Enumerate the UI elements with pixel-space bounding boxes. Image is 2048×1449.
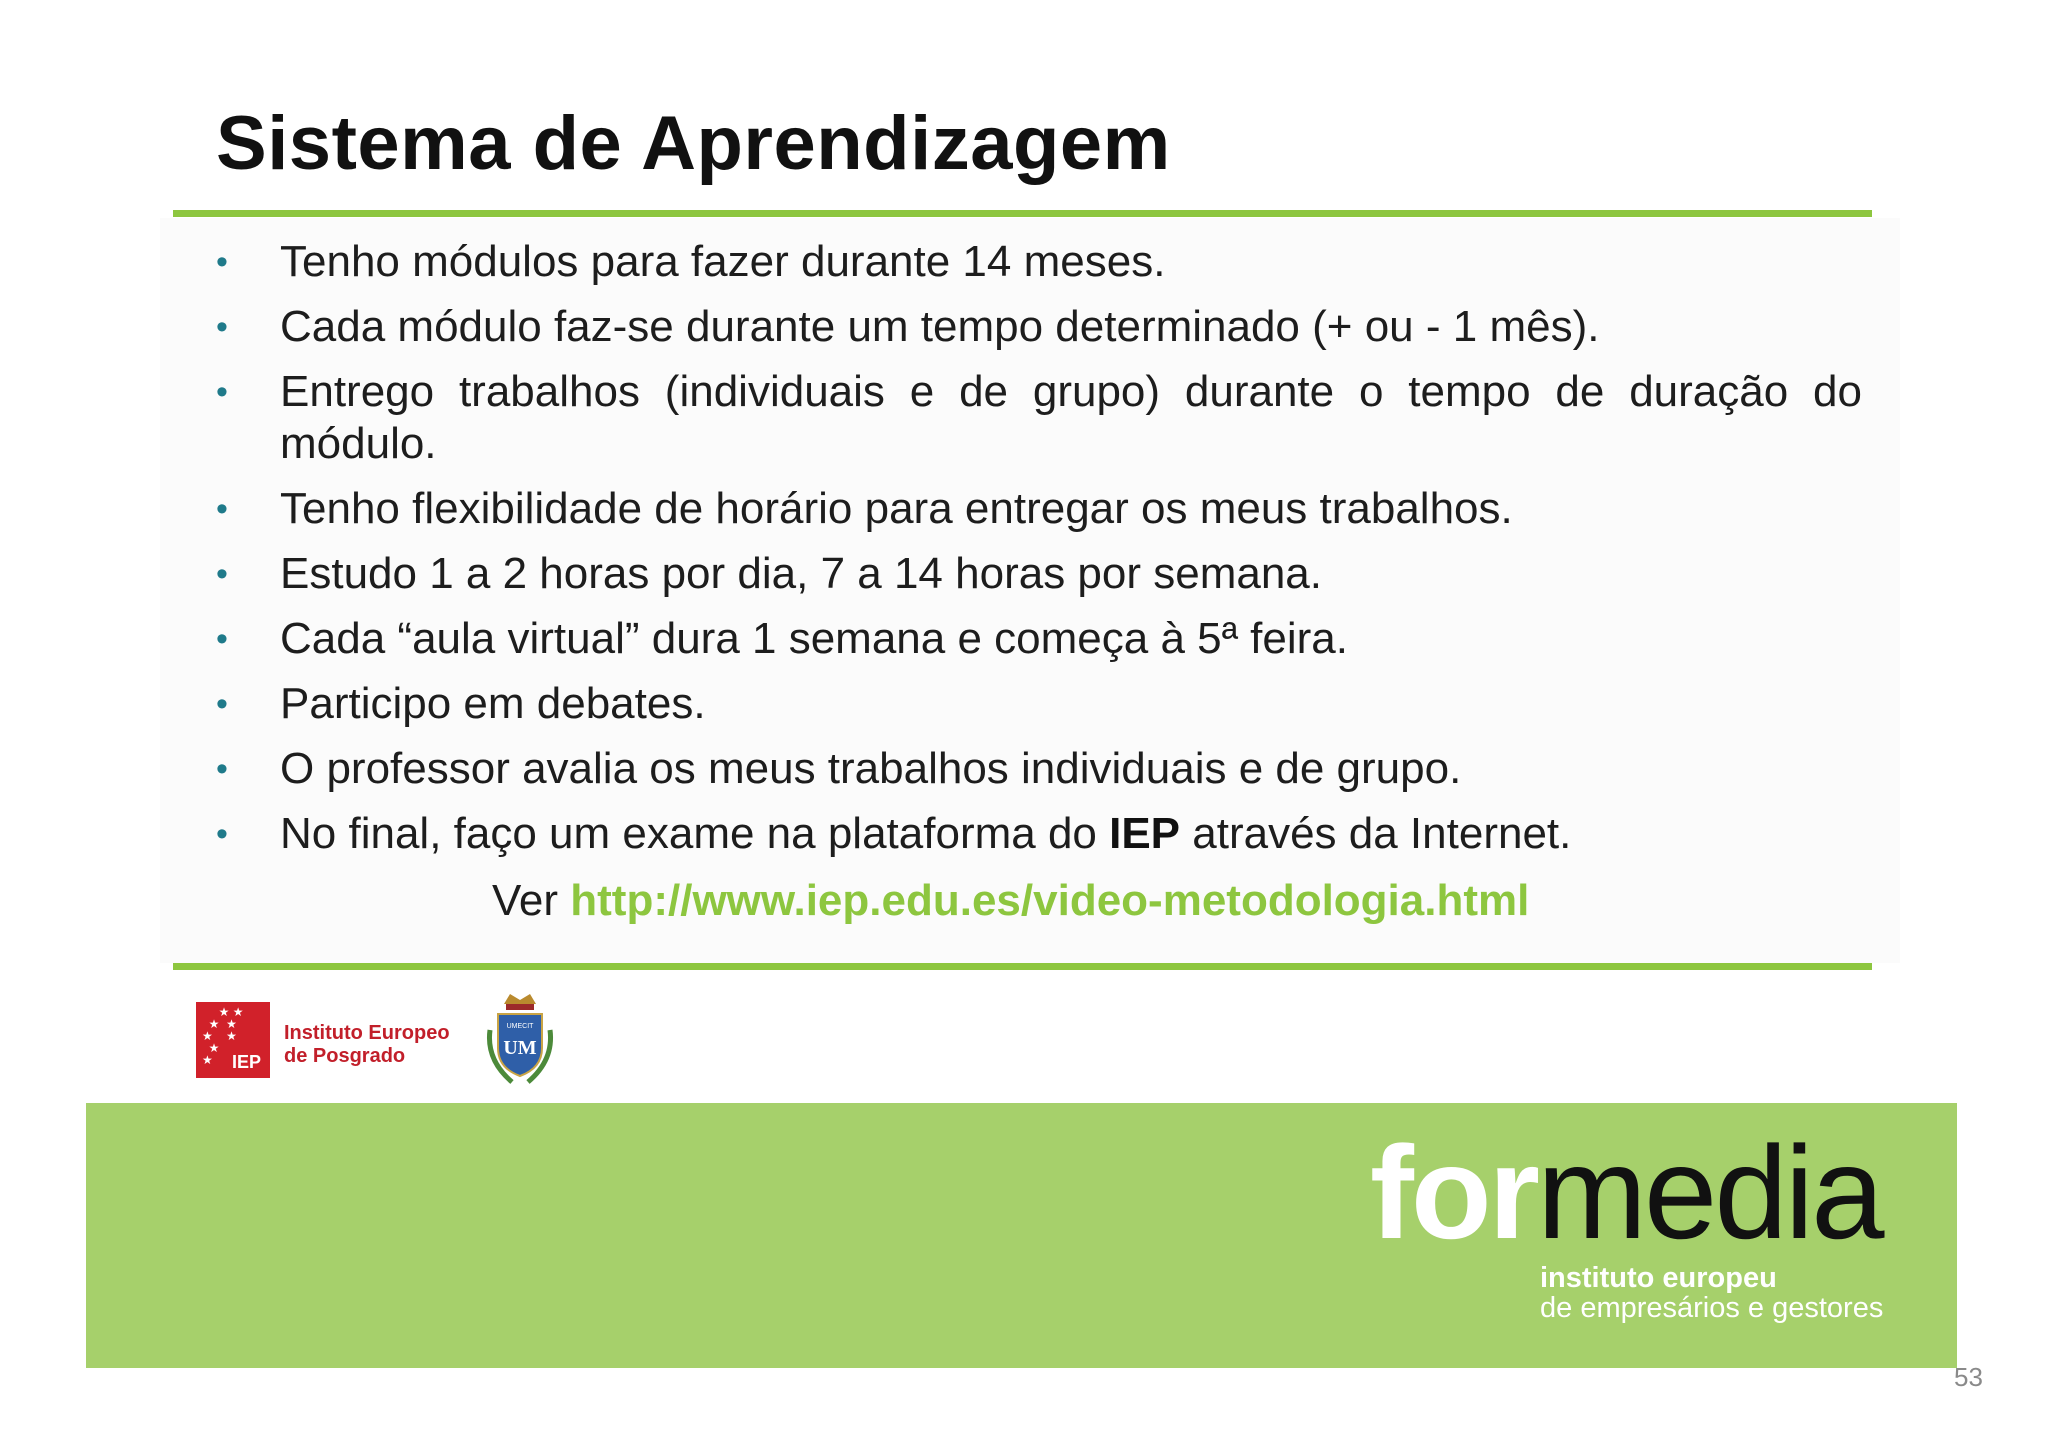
bullet-dot-icon: • [216,620,228,658]
crest-label: UMECIT [506,1023,534,1030]
slide-title: Sistema de Aprendizagem [216,101,1171,186]
bullet-item: • Estudo 1 a 2 horas por dia, 7 a 14 horas por semana. [216,549,1322,598]
iep-name: Instituto Europeo de Posgrado [284,1022,450,1067]
svg-text:UM: UM [503,1037,537,1059]
bullet-item: • Participo em debates. [216,679,706,728]
content-divider [173,963,1872,970]
bullet-list [216,236,1862,873]
video-methodology-link[interactable]: http://www.iep.edu.es/video-metodologia.html [570,876,1530,925]
bullet-item: • Entrego trabalhos (individuais e de grupo) durante o tempo de duração do módulo. [216,367,1862,468]
bullet-item: • O professor avalia os meus trabalhos individuais e de grupo. [216,744,1462,793]
iep-logo [196,1002,270,1078]
bullet-dot-icon: • [216,490,228,528]
formedia-logo: formedia [1370,1119,1882,1266]
bullet-dot-icon: • [216,308,228,346]
bullet-dot-icon: • [216,750,228,788]
bullet-item: • Tenho módulos para fazer durante 14 meses. [216,237,1166,286]
bullet-item: • No final, faço um exame na plataforma do IEP através da Internet. [216,809,1572,858]
formedia-tagline: instituto europeu de empresários e gestores [1540,1262,1884,1324]
iep-abbr: IEP [232,1052,262,1072]
bullet-dot-icon: • [216,685,228,723]
bullet-dot-icon: • [216,815,228,853]
bullet-item: • Cada “aula virtual” dura 1 semana e começa à 5ª feira. [216,614,1348,663]
bullet-dot-icon: • [216,243,228,281]
bullet-dot-icon: • [216,373,228,411]
video-link-line [0,876,2048,926]
page-number: 53 [1954,1362,1983,1392]
iep-emphasis: IEP [1109,809,1181,858]
bullet-dot-icon: • [216,555,228,593]
university-crest-icon [482,990,558,1090]
bullet-item: • Cada módulo faz-se durante um tempo determinado (+ ou - 1 mês). [216,302,1600,351]
link-prefix: Ver [492,876,571,925]
title-divider [173,210,1872,217]
stars-icon: ★ ★ ★ ★ ★ ★ ★ ★ [202,1005,244,1067]
bullet-item: • Tenho flexibilidade de horário para entregar os meus trabalhos. [216,484,1513,533]
